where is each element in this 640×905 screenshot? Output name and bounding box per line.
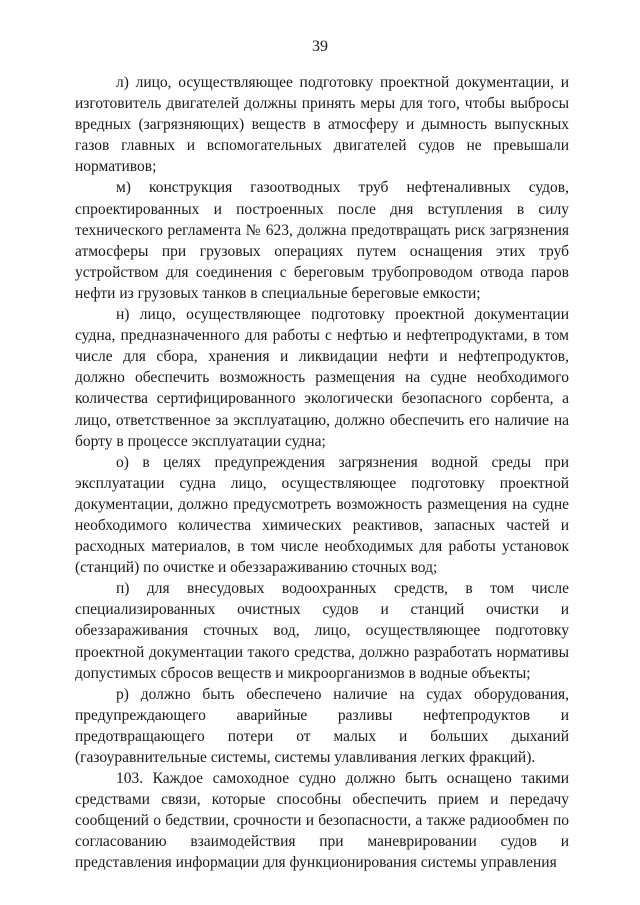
page-number: 39: [312, 38, 328, 55]
paragraph-o: о) в целях предупреждения загрязнения водной среды при эксплуатации судна лицо, осуществляющее подготовку проектной документации, должно предусмотреть возможность размещения на судне необходимого количества химических реактивов, запасных частей и расходных материалов, в том числе необходимых для работы установок (станций) по очистке и обеззараживанию сточных вод;: [75, 453, 569, 577]
paragraph-l: л) лицо, осуществляющее подготовку проектной документации, и изготовитель двигателей должны принять меры для того, чтобы выбросы вредных (загрязняющих) веществ в атмосферу и дымность выпускных газов главных и вспомогательных двигателей судов не превышали нормативов;: [75, 74, 569, 176]
paragraph-p: п) для внесудовых водоохранных средств, в том числе специализированных очистных судов и станций очистки и обеззараживания сточных вод, лицо, осуществляющее подготовку проектной документации такого средства, должно разработать нормативы допустимых сбросов веществ и микроорганизмов в водные объекты;: [75, 580, 569, 682]
paragraph-r: р) должно быть обеспечено наличие на судах оборудования, предупреждающего аварийные разливы нефтепродуктов и предотвращающего потери от малых и больших дыханий (газоуравнительные системы, системы улавливания легких фракций).: [75, 685, 569, 766]
paragraph-103: 103. Каждое самоходное судно должно быть оснащено такими средствами связи, которые способны обеспечить прием и передачу сообщений о бедствии, срочности и безопасности, а также радиообмен по согласованию взаимодействия при маневрировании судов и представления информации для функционирования системы управления: [75, 770, 569, 872]
document-body: [75, 72, 569, 874]
paragraph-n: н) лицо, осуществляющее подготовку проектной документации судна, предназначенного для работы с нефтью и нефтепродуктами, в том числе для сбора, хранения и ликвидации нефти и нефтепродуктов, должно обеспечить возможность размещения на судне необходимого количества сертифицированного экологически безопасного сорбента, а лицо, ответственное за эксплуатацию, должно обеспечить его наличие на борту в процессе эксплуатации судна;: [75, 306, 569, 450]
paragraph-m: м) конструкция газоотводных труб нефтеналивных судов, спроектированных и построенных после дня вступления в силу технического регламента № 623, должна предотвращать риск загрязнения атмосферы при грузовых операциях путем оснащения этих труб устройством для соединения с береговым трубопроводом отвода паров нефти из грузовых танков в специальные береговые емкости;: [75, 179, 569, 302]
